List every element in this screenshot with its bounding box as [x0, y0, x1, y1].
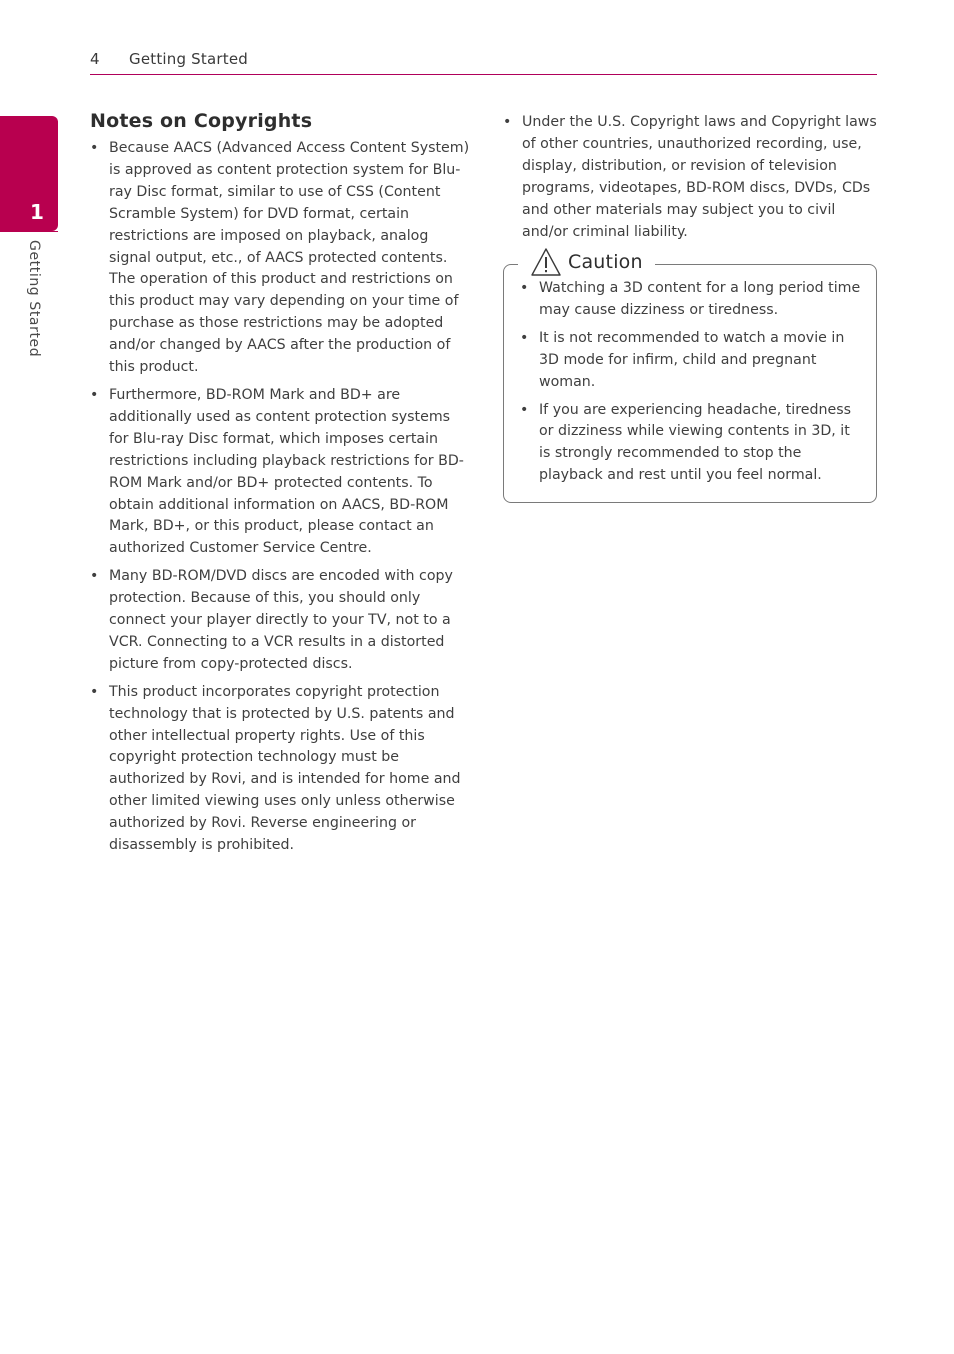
- page-number: 4: [90, 50, 100, 68]
- section-title: Notes on Copyrights: [90, 110, 313, 132]
- chapter-label: Getting Started: [26, 240, 42, 358]
- list-item: • Watching a 3D content for a long period time may cause dizziness or tiredness.: [520, 278, 862, 322]
- chapter-tab: [0, 116, 58, 231]
- chapter-tab-divider: [0, 231, 58, 232]
- page-header: [90, 46, 877, 75]
- caution-header: [518, 246, 655, 278]
- caution-list: [520, 278, 862, 487]
- list-item: • Under the U.S. Copyright laws and Copyright laws of other countries, unauthorized recording, use, display, distribution, or revision of television programs, videotapes, BD-ROM discs, DVDs, CDs and other materials may subject you to civil and/or criminal liability.: [503, 112, 879, 243]
- left-column: [90, 110, 470, 863]
- header-title: Getting Started: [129, 50, 248, 68]
- list-item: • Many BD-ROM/DVD discs are encoded with copy protection. Because of this, you should only connect your player directly to your TV, not to a VCR. Connecting to a VCR results in a distorted picture from copy-protected discs.: [90, 566, 470, 676]
- list-item: • This product incorporates copyright protection technology that is protected by U.S. patents and other intellectual property rights. Use of this copyright protection technology must be authorized by Rovi, and is intended for home and other limited viewing uses only unless otherwise authorized by Rovi. Reverse engineering or disassembly is prohibited.: [90, 682, 470, 857]
- list-item: • Furthermore, BD-ROM Mark and BD+ are additionally used as content protection systems for Blu-ray Disc format, which imposes certain restrictions including playback restrictions for BD-ROM Mark and/or BD+ protected contents. To obtain additional information on AACS, BD-ROM Mark, BD+, or this product, please contact an authorized Customer Service Centre.: [90, 385, 470, 560]
- list-item: • If you are experiencing headache, tiredness or dizziness while viewing contents in 3D, it is strongly recommended to stop the playback and rest until you feel normal.: [520, 400, 862, 488]
- caution-content: [520, 278, 862, 493]
- copyright-notes-list: [90, 138, 470, 857]
- copyright-law-list: [503, 112, 879, 243]
- list-item: • It is not recommended to watch a movie in 3D mode for infirm, child and pregnant woman.: [520, 328, 862, 394]
- chapter-number: 1: [30, 200, 44, 224]
- caution-title: Caution: [568, 251, 643, 273]
- right-column: [503, 112, 879, 249]
- warning-triangle-icon: [530, 247, 562, 277]
- list-item: • Because AACS (Advanced Access Content System) is approved as content protection system for Blu-ray Disc format, similar to use of CSS (Content Scramble System) for DVD format, certain restrictions are imposed on playback, analog signal output, etc., of AACS protected contents. The operation of this product and restrictions on this product may vary depending on your time of purchase as those restrictions may be adopted and/or changed by AACS after the production of this product.: [90, 138, 470, 379]
